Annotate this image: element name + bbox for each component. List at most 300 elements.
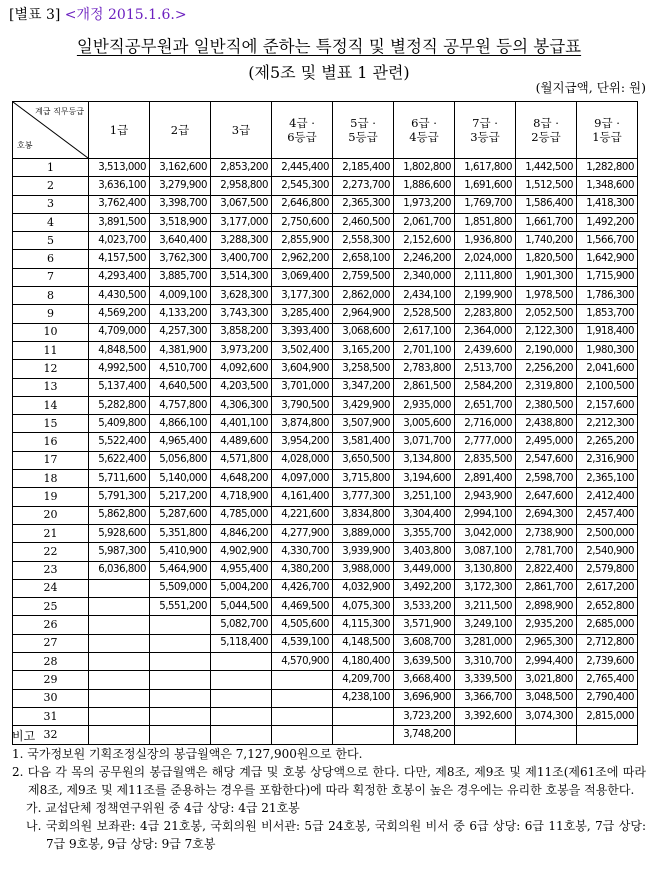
salary-cell: 3,194,600	[394, 470, 455, 488]
table-row	[13, 470, 638, 488]
table-row	[13, 287, 638, 305]
salary-cell: 4,161,400	[272, 488, 333, 506]
salary-cell: 3,723,200	[394, 707, 455, 725]
salary-cell: 1,973,200	[394, 195, 455, 213]
salary-cell: 3,304,400	[394, 506, 455, 524]
salary-cell: 3,279,900	[150, 177, 211, 195]
salary-cell: 1,512,500	[516, 177, 577, 195]
salary-cell: 2,545,300	[272, 177, 333, 195]
column-header-line: 8급 ·	[533, 116, 559, 130]
salary-cell: 3,449,000	[394, 561, 455, 579]
salary-cell: 5,118,400	[211, 634, 272, 652]
salary-cell: 3,514,300	[211, 268, 272, 286]
note-subitem-ga: 가. 교섭단체 정책연구위원 중 4급 상당: 4급 21호봉	[26, 801, 300, 815]
salary-cell: 3,513,000	[89, 159, 150, 177]
salary-cell: 2,815,000	[577, 707, 638, 725]
salary-cell: 1,786,300	[577, 287, 638, 305]
salary-cell: 3,608,700	[394, 634, 455, 652]
salary-cell: 3,636,100	[89, 177, 150, 195]
salary-cell: 2,256,200	[516, 360, 577, 378]
salary-cell: 2,855,900	[272, 232, 333, 250]
table-row	[13, 396, 638, 414]
salary-cell: 4,489,600	[211, 433, 272, 451]
salary-cell	[89, 579, 150, 597]
salary-cell: 3,069,400	[272, 268, 333, 286]
step-cell: 14	[13, 396, 89, 414]
table-row	[13, 323, 638, 341]
salary-cell: 4,257,300	[150, 323, 211, 341]
salary-cell: 2,212,300	[577, 415, 638, 433]
salary-cell: 1,820,500	[516, 250, 577, 268]
salary-cell: 3,403,800	[394, 543, 455, 561]
salary-cell: 4,306,300	[211, 396, 272, 414]
salary-cell: 4,571,800	[211, 451, 272, 469]
salary-cell: 2,891,400	[455, 470, 516, 488]
salary-cell: 2,041,600	[577, 360, 638, 378]
table-row	[13, 689, 638, 707]
salary-cell: 2,185,400	[333, 159, 394, 177]
table-row	[13, 433, 638, 451]
salary-cell: 2,835,500	[455, 451, 516, 469]
step-cell: 24	[13, 579, 89, 597]
salary-cell: 4,203,500	[211, 378, 272, 396]
salary-cell: 4,148,500	[333, 634, 394, 652]
salary-cell: 3,087,100	[455, 543, 516, 561]
salary-cell	[150, 616, 211, 634]
salary-cell: 4,510,700	[150, 360, 211, 378]
salary-cell: 3,701,000	[272, 378, 333, 396]
salary-cell	[272, 689, 333, 707]
salary-cell: 3,048,500	[516, 689, 577, 707]
step-cell: 21	[13, 524, 89, 542]
salary-cell: 3,288,300	[211, 232, 272, 250]
salary-cell: 4,097,000	[272, 470, 333, 488]
salary-cell: 4,785,000	[211, 506, 272, 524]
salary-cell: 2,962,200	[272, 250, 333, 268]
salary-cell: 3,874,800	[272, 415, 333, 433]
step-cell: 28	[13, 653, 89, 671]
salary-cell: 4,032,900	[333, 579, 394, 597]
table-row	[13, 524, 638, 542]
salary-cell	[89, 598, 150, 616]
corner-grade-label: 계급 직무등급	[35, 107, 84, 116]
table-row	[13, 213, 638, 231]
salary-cell: 4,426,700	[272, 579, 333, 597]
table-row	[13, 634, 638, 652]
salary-cell: 3,858,200	[211, 323, 272, 341]
column-header-line: 2급	[170, 123, 190, 137]
salary-cell: 2,777,000	[455, 433, 516, 451]
salary-cell: 2,716,000	[455, 415, 516, 433]
salary-cell: 3,429,900	[333, 396, 394, 414]
column-header	[333, 102, 394, 159]
salary-cell: 2,547,600	[516, 451, 577, 469]
salary-cell: 3,891,500	[89, 213, 150, 231]
salary-cell: 3,177,300	[272, 287, 333, 305]
salary-cell: 3,533,200	[394, 598, 455, 616]
salary-cell: 4,221,600	[272, 506, 333, 524]
salary-cell: 2,584,200	[455, 378, 516, 396]
table-header-row	[13, 102, 638, 159]
salary-cell: 3,310,700	[455, 653, 516, 671]
salary-cell	[150, 671, 211, 689]
salary-cell: 4,028,000	[272, 451, 333, 469]
step-cell: 13	[13, 378, 89, 396]
salary-cell: 2,617,100	[394, 323, 455, 341]
salary-cell: 2,152,600	[394, 232, 455, 250]
salary-cell	[211, 671, 272, 689]
salary-cell: 2,052,500	[516, 305, 577, 323]
salary-cell: 4,157,500	[89, 250, 150, 268]
column-header	[455, 102, 516, 159]
table-row	[13, 268, 638, 286]
step-cell: 20	[13, 506, 89, 524]
step-cell: 8	[13, 287, 89, 305]
salary-cell: 3,281,000	[455, 634, 516, 652]
salary-cell: 2,528,500	[394, 305, 455, 323]
salary-cell: 3,790,500	[272, 396, 333, 414]
salary-cell: 3,392,600	[455, 707, 516, 725]
column-header-line: 3급	[231, 123, 251, 137]
salary-cell: 5,004,200	[211, 579, 272, 597]
salary-cell: 4,180,400	[333, 653, 394, 671]
salary-cell: 4,330,700	[272, 543, 333, 561]
column-header-line: 1급	[109, 123, 129, 137]
salary-cell: 1,918,400	[577, 323, 638, 341]
salary-cell: 2,412,400	[577, 488, 638, 506]
salary-cell: 3,005,600	[394, 415, 455, 433]
salary-cell: 2,658,100	[333, 250, 394, 268]
salary-cell: 2,781,700	[516, 543, 577, 561]
salary-cell: 3,973,200	[211, 341, 272, 359]
column-header-line: 5등급	[348, 130, 378, 144]
corner-step-label: 호봉	[17, 141, 33, 150]
salary-cell: 5,711,600	[89, 470, 150, 488]
table-row	[13, 579, 638, 597]
salary-cell: 4,505,600	[272, 616, 333, 634]
salary-cell: 3,249,100	[455, 616, 516, 634]
step-cell: 29	[13, 671, 89, 689]
table-row	[13, 177, 638, 195]
salary-cell: 4,965,400	[150, 433, 211, 451]
salary-cell: 5,464,900	[150, 561, 211, 579]
salary-cell: 4,469,500	[272, 598, 333, 616]
salary-cell: 3,172,300	[455, 579, 516, 597]
column-header	[150, 102, 211, 159]
step-cell: 5	[13, 232, 89, 250]
column-header-line: 7급 ·	[472, 116, 498, 130]
salary-cell	[150, 634, 211, 652]
table-row	[13, 195, 638, 213]
salary-cell: 2,898,900	[516, 598, 577, 616]
salary-cell: 1,853,700	[577, 305, 638, 323]
salary-cell: 5,351,800	[150, 524, 211, 542]
notes-section	[12, 727, 646, 853]
salary-cell: 4,115,300	[333, 616, 394, 634]
salary-cell: 3,696,900	[394, 689, 455, 707]
table-row	[13, 506, 638, 524]
salary-cell: 2,862,000	[333, 287, 394, 305]
salary-cell: 4,569,200	[89, 305, 150, 323]
table-corner-header	[13, 102, 89, 159]
salary-cell: 4,718,900	[211, 488, 272, 506]
column-header	[89, 102, 150, 159]
salary-cell: 5,410,900	[150, 543, 211, 561]
note-item-1: 1. 국가정보원 기획조정실장의 봉급월액은 7,127,900원으로 한다.	[12, 747, 363, 761]
salary-cell: 3,071,700	[394, 433, 455, 451]
page-title	[0, 36, 658, 58]
step-cell: 30	[13, 689, 89, 707]
step-cell: 23	[13, 561, 89, 579]
salary-cell: 2,958,800	[211, 177, 272, 195]
salary-cell: 3,074,300	[516, 707, 577, 725]
salary-cell: 2,340,000	[394, 268, 455, 286]
salary-cell: 1,642,900	[577, 250, 638, 268]
table-row	[13, 671, 638, 689]
salary-table	[12, 101, 638, 745]
salary-cell: 1,661,700	[516, 213, 577, 231]
salary-cell: 2,439,600	[455, 341, 516, 359]
salary-cell: 2,738,900	[516, 524, 577, 542]
salary-cell: 2,822,400	[516, 561, 577, 579]
salary-cell: 2,246,200	[394, 250, 455, 268]
annex-label: [별표 3]	[9, 7, 61, 23]
salary-cell: 2,364,000	[455, 323, 516, 341]
salary-cell: 3,042,000	[455, 524, 516, 542]
salary-cell: 3,988,000	[333, 561, 394, 579]
salary-cell: 2,935,200	[516, 616, 577, 634]
column-header-line: 6등급	[287, 130, 317, 144]
salary-cell: 3,762,300	[150, 250, 211, 268]
salary-cell: 4,023,700	[89, 232, 150, 250]
salary-cell: 2,316,900	[577, 451, 638, 469]
step-cell: 32	[13, 726, 89, 744]
unit-note: (월지급액, 단위: 원)	[535, 80, 646, 95]
salary-cell	[333, 707, 394, 725]
salary-cell: 1,886,600	[394, 177, 455, 195]
salary-cell: 2,701,100	[394, 341, 455, 359]
salary-cell: 3,743,300	[211, 305, 272, 323]
salary-cell: 5,137,400	[89, 378, 150, 396]
salary-cell: 2,765,400	[577, 671, 638, 689]
step-cell: 10	[13, 323, 89, 341]
salary-cell: 3,134,800	[394, 451, 455, 469]
salary-cell: 2,457,400	[577, 506, 638, 524]
salary-cell: 1,566,700	[577, 232, 638, 250]
salary-cell	[211, 707, 272, 725]
salary-cell: 1,980,300	[577, 341, 638, 359]
salary-cell: 4,992,500	[89, 360, 150, 378]
salary-cell: 1,691,600	[455, 177, 516, 195]
salary-cell: 2,024,000	[455, 250, 516, 268]
salary-cell: 2,861,700	[516, 579, 577, 597]
salary-cell: 2,861,500	[394, 378, 455, 396]
salary-cell: 1,769,700	[455, 195, 516, 213]
step-cell: 31	[13, 707, 89, 725]
salary-cell: 3,715,800	[333, 470, 394, 488]
salary-cell: 4,277,900	[272, 524, 333, 542]
salary-cell: 3,762,400	[89, 195, 150, 213]
column-header-line: 6급 ·	[411, 116, 437, 130]
salary-cell	[89, 671, 150, 689]
salary-cell: 2,380,500	[516, 396, 577, 414]
salary-cell: 2,513,700	[455, 360, 516, 378]
salary-cell: 1,418,300	[577, 195, 638, 213]
table-row	[13, 341, 638, 359]
column-header	[211, 102, 272, 159]
salary-cell: 1,851,800	[455, 213, 516, 231]
salary-cell: 3,889,000	[333, 524, 394, 542]
salary-cell: 2,943,900	[455, 488, 516, 506]
salary-cell: 3,885,700	[150, 268, 211, 286]
salary-cell: 5,140,000	[150, 470, 211, 488]
step-cell: 2	[13, 177, 89, 195]
column-header-line: 3등급	[470, 130, 500, 144]
salary-cell	[89, 653, 150, 671]
salary-cell: 2,652,800	[577, 598, 638, 616]
salary-cell: 3,251,100	[394, 488, 455, 506]
salary-cell: 2,283,800	[455, 305, 516, 323]
page-subtitle: (제5조 및 별표 1 관련)	[248, 63, 410, 82]
salary-cell: 3,571,900	[394, 616, 455, 634]
salary-cell: 2,739,600	[577, 653, 638, 671]
salary-cell: 5,522,400	[89, 433, 150, 451]
salary-cell: 1,442,500	[516, 159, 577, 177]
notes-heading: 비고	[12, 729, 36, 743]
salary-cell: 3,748,200	[394, 726, 455, 744]
salary-cell	[211, 653, 272, 671]
salary-cell: 4,846,200	[211, 524, 272, 542]
salary-cell: 2,965,300	[516, 634, 577, 652]
table-row	[13, 415, 638, 433]
table-row	[13, 360, 638, 378]
salary-cell: 1,715,900	[577, 268, 638, 286]
salary-cell	[89, 707, 150, 725]
salary-cell: 2,853,200	[211, 159, 272, 177]
salary-cell: 5,409,800	[89, 415, 150, 433]
annex-header	[9, 6, 187, 24]
salary-cell: 2,111,800	[455, 268, 516, 286]
salary-cell: 2,265,200	[577, 433, 638, 451]
salary-cell: 3,355,700	[394, 524, 455, 542]
salary-cell: 4,570,900	[272, 653, 333, 671]
salary-cell: 2,994,100	[455, 506, 516, 524]
step-cell: 4	[13, 213, 89, 231]
salary-cell: 3,628,300	[211, 287, 272, 305]
salary-cell: 2,190,000	[516, 341, 577, 359]
salary-cell: 5,082,700	[211, 616, 272, 634]
salary-cell: 5,509,000	[150, 579, 211, 597]
step-cell: 16	[13, 433, 89, 451]
salary-cell: 3,393,400	[272, 323, 333, 341]
salary-cell: 3,640,400	[150, 232, 211, 250]
salary-cell: 2,759,500	[333, 268, 394, 286]
table-row	[13, 561, 638, 579]
salary-cell: 1,282,800	[577, 159, 638, 177]
salary-cell: 3,339,500	[455, 671, 516, 689]
salary-cell: 3,604,900	[272, 360, 333, 378]
salary-cell: 5,044,500	[211, 598, 272, 616]
salary-cell: 1,492,200	[577, 213, 638, 231]
salary-cell: 2,100,500	[577, 378, 638, 396]
column-header-line: 1등급	[592, 130, 622, 144]
salary-cell: 2,685,000	[577, 616, 638, 634]
step-cell: 1	[13, 159, 89, 177]
step-cell: 7	[13, 268, 89, 286]
salary-cell: 2,199,900	[455, 287, 516, 305]
salary-cell: 3,502,400	[272, 341, 333, 359]
salary-cell: 4,902,900	[211, 543, 272, 561]
salary-cell: 4,293,400	[89, 268, 150, 286]
table-row	[13, 707, 638, 725]
salary-cell: 3,492,200	[394, 579, 455, 597]
column-header-line: 2등급	[531, 130, 561, 144]
salary-cell	[89, 634, 150, 652]
step-cell: 15	[13, 415, 89, 433]
column-header	[272, 102, 333, 159]
salary-cell: 2,750,600	[272, 213, 333, 231]
salary-cell: 4,401,100	[211, 415, 272, 433]
salary-cell: 3,939,900	[333, 543, 394, 561]
salary-cell: 4,238,100	[333, 689, 394, 707]
salary-cell: 4,430,500	[89, 287, 150, 305]
salary-cell: 3,518,900	[150, 213, 211, 231]
salary-cell: 3,130,800	[455, 561, 516, 579]
salary-cell: 5,928,600	[89, 524, 150, 542]
salary-cell: 3,639,500	[394, 653, 455, 671]
salary-cell: 3,954,200	[272, 433, 333, 451]
salary-cell: 2,651,700	[455, 396, 516, 414]
salary-cell: 5,862,800	[89, 506, 150, 524]
salary-cell: 4,380,200	[272, 561, 333, 579]
table-row	[13, 653, 638, 671]
step-cell: 26	[13, 616, 89, 634]
column-header	[577, 102, 638, 159]
table-body	[13, 159, 638, 745]
salary-cell: 2,122,300	[516, 323, 577, 341]
salary-cell: 3,021,800	[516, 671, 577, 689]
step-cell: 3	[13, 195, 89, 213]
salary-cell: 3,507,900	[333, 415, 394, 433]
note-subitem-na: 나. 국회의원 보좌관: 4급 21호봉, 국회의원 비서관: 5급 24호봉, 국회의원 비서 중 6급 상당: 6급 11호봉, 7급 상당: 7급 9호봉, 9급 상당: 9급 7호봉	[26, 819, 646, 851]
column-header-line: 9급 ·	[594, 116, 620, 130]
salary-cell: 3,211,500	[455, 598, 516, 616]
step-cell: 17	[13, 451, 89, 469]
salary-cell: 4,539,100	[272, 634, 333, 652]
salary-cell: 2,994,400	[516, 653, 577, 671]
salary-cell: 5,987,300	[89, 543, 150, 561]
salary-cell: 3,650,500	[333, 451, 394, 469]
table-row	[13, 232, 638, 250]
salary-cell: 1,586,400	[516, 195, 577, 213]
salary-cell: 2,783,800	[394, 360, 455, 378]
column-header-line: 5급 ·	[350, 116, 376, 130]
salary-cell: 3,581,400	[333, 433, 394, 451]
salary-cell: 4,848,500	[89, 341, 150, 359]
salary-cell: 3,400,700	[211, 250, 272, 268]
salary-cell: 2,365,100	[577, 470, 638, 488]
salary-cell: 2,500,000	[577, 524, 638, 542]
salary-cell: 1,740,200	[516, 232, 577, 250]
salary-cell: 3,366,700	[455, 689, 516, 707]
salary-cell: 3,834,800	[333, 506, 394, 524]
salary-cell: 2,647,600	[516, 488, 577, 506]
table-row	[13, 451, 638, 469]
salary-cell: 2,157,600	[577, 396, 638, 414]
salary-cell: 1,901,300	[516, 268, 577, 286]
salary-cell: 5,287,600	[150, 506, 211, 524]
step-cell: 19	[13, 488, 89, 506]
